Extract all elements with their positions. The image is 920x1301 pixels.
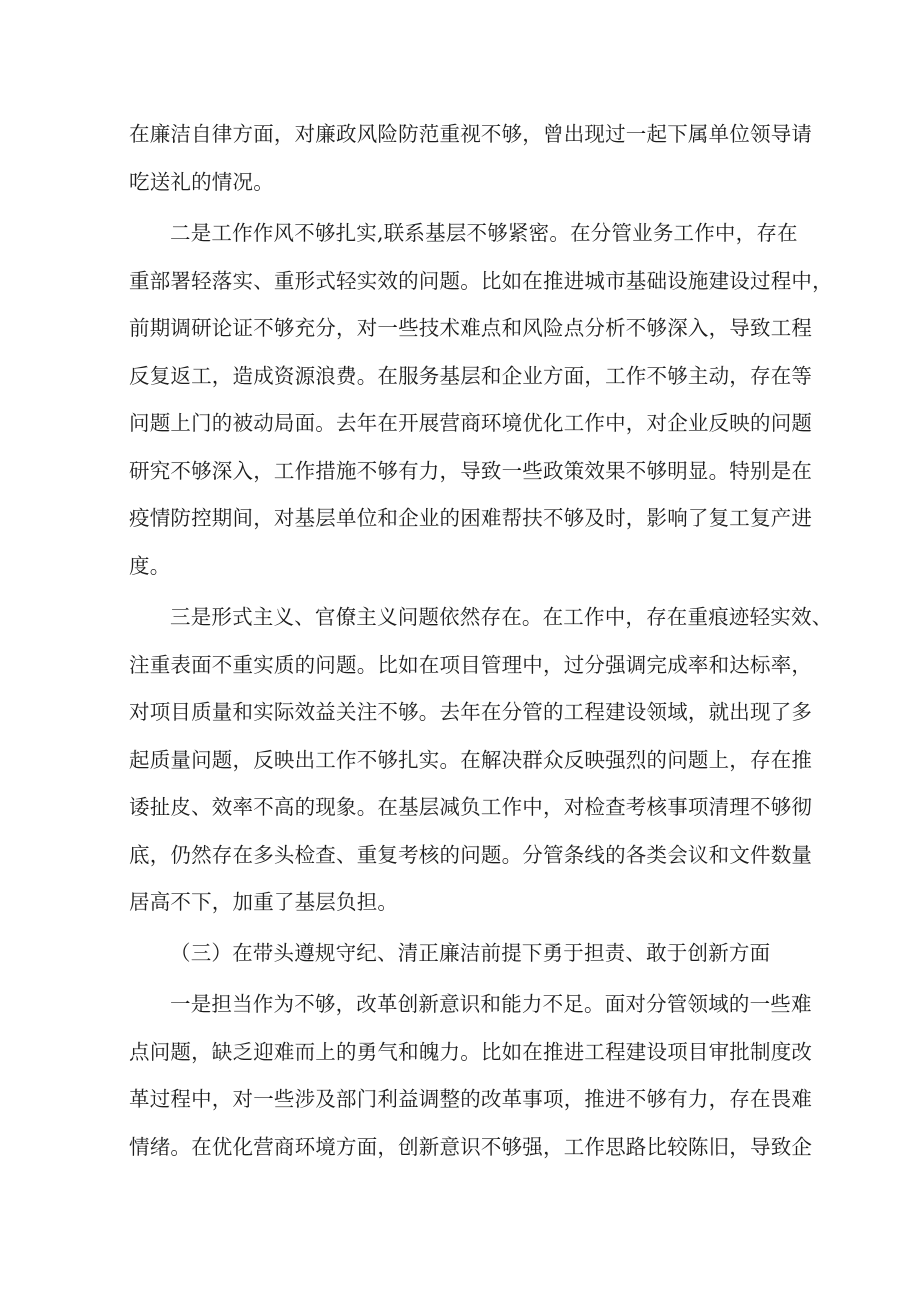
paragraph-2-line-7: 疫情防控期间，对基层单位和企业的困难帮扶不够及时，影响了复工复产进: [129, 506, 813, 530]
paragraph-2-line-2: 重部署轻落实、重形式轻实效的问题。比如在推进城市基础设施建设过程中，: [129, 269, 833, 293]
paragraph-3-line-7: 居高不下，加重了基层负担。: [129, 890, 399, 914]
paragraph-2-line-4: 反复返工，造成资源浪费。在服务基层和企业方面，工作不够主动，存在等: [129, 364, 813, 388]
paragraph-3-line-3: 对项目质量和实际效益关注不够。去年在分管的工程建设领域，就出现了多: [129, 700, 813, 724]
paragraph-3-line-1: 三是形式主义、官僚主义问题依然存在。在工作中，存在重痕迹轻实效、: [170, 605, 833, 629]
paragraph-3-line-2: 注重表面不重实质的问题。比如在项目管理中，过分强调完成率和达标率，: [129, 653, 813, 677]
section-heading: （三）在带头遵规守纪、清正廉洁前提下勇于担责、敢于创新方面: [170, 941, 771, 965]
paragraph-1-line-2: 吃送礼的情况。: [129, 170, 274, 194]
paragraph-5-line-2: 点问题，缺乏迎难而上的勇气和魄力。比如在推进工程建设项目审批制度改: [129, 1040, 813, 1064]
paragraph-2-line-8: 度。: [129, 554, 171, 578]
paragraph-3-line-6: 底，仍然存在多头检查、重复考核的问题。分管条线的各类会议和文件数量: [129, 843, 813, 867]
paragraph-3-line-4: 起质量问题，反映出工作不够扎实。在解决群众反映强烈的问题上，存在推: [129, 748, 813, 772]
paragraph-2-line-3: 前期调研论证不够充分，对一些技术难点和风险点分析不够深入，导致工程: [129, 316, 813, 340]
paragraph-5-line-4: 情绪。在优化营商环境方面，创新意识不够强，工作思路比较陈旧，导致企: [129, 1135, 813, 1159]
paragraph-1-line-1: 在廉洁自律方面，对廉政风险防范重视不够，曾出现过一起下属单位领导请: [129, 122, 813, 146]
paragraph-2-line-5: 问题上门的被动局面。去年在开展营商环境优化工作中，对企业反映的问题: [129, 411, 813, 435]
paragraph-3-line-5: 诿扯皮、效率不高的现象。在基层减负工作中，对检查考核事项清理不够彻: [129, 795, 813, 819]
paragraph-5-line-1: 一是担当作为不够，改革创新意识和能力不足。面对分管领域的一些难: [170, 992, 812, 1016]
paragraph-2-line-6: 研究不够深入，工作措施不够有力，导致一些政策效果不够明显。特别是在: [129, 459, 813, 483]
paragraph-5-line-3: 革过程中，对一些涉及部门利益调整的改革事项，推进不够有力，存在畏难: [129, 1087, 813, 1111]
paragraph-2-line-1: 二是工作作风不够扎实,联系基层不够紧密。在分管业务工作中，存在: [170, 221, 798, 245]
